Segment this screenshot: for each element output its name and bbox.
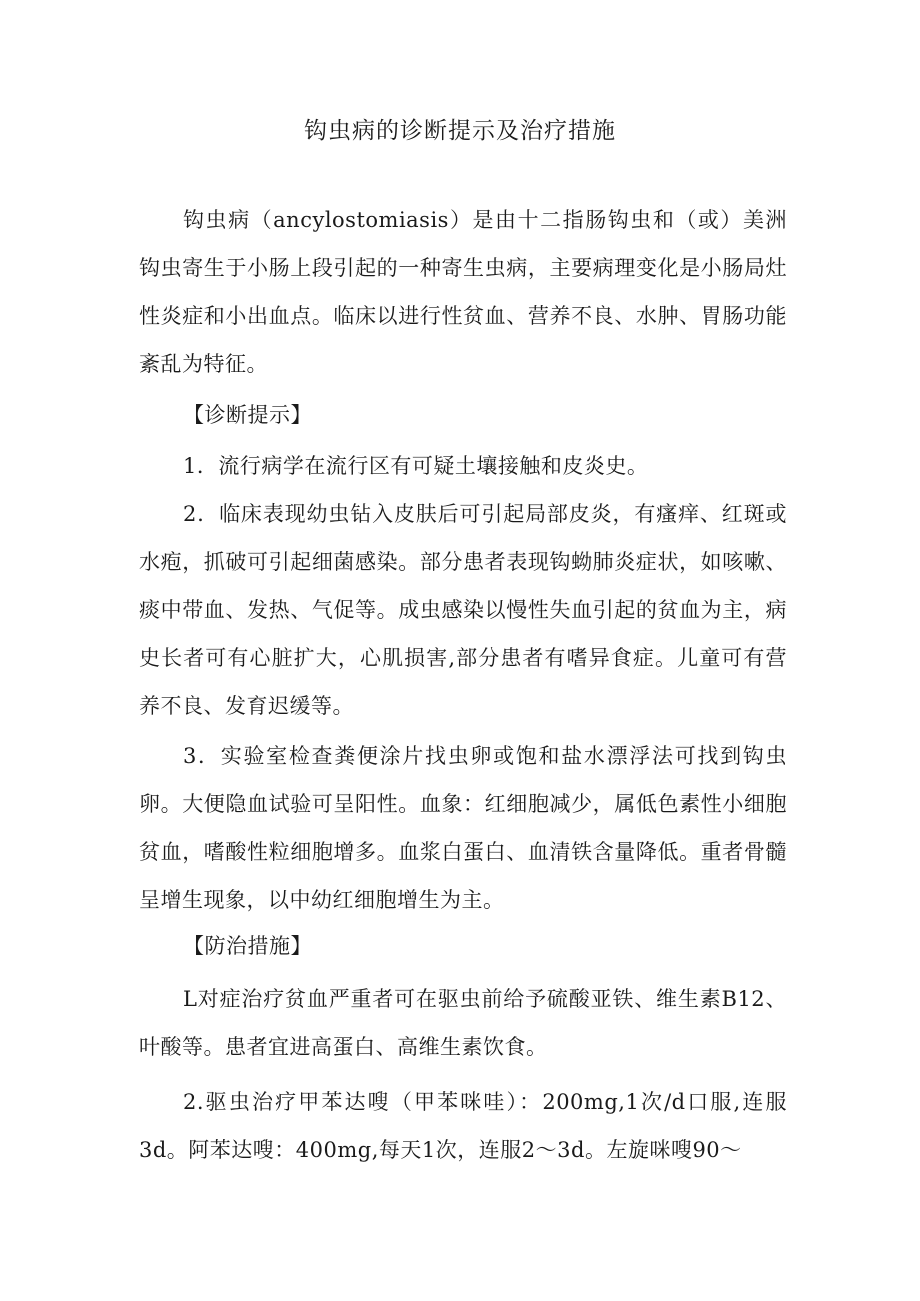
diagnosis-item-1: 1．流行病学在流行区有可疑土壤接触和皮炎史。 <box>183 454 649 478</box>
diagnosis-item-3: 3．实验室检查粪便涂片找虫卵或饱和盐水漂浮法可找到钩虫卵。大便隐血试验可呈阳性。血象：红细胞减少，属低色素性小细胞贫血，嗜酸性粒细胞增多。血浆白蛋白、血清铁含量降低。重者骨髓呈增生现象，以中幼红细胞增生为主。 <box>139 744 787 912</box>
intro-paragraph: 钩虫病（ancylostomiasis）是由十二指肠钩虫和（或）美洲钩虫寄生于小肠上段引起的一种寄生虫病，主要病理变化是小肠局灶性炎症和小出血点。临床以进行性贫血、营养不良、水肿、胃肠功能紊乱为特征。 <box>139 208 787 376</box>
treatment-item-1: L对症治疗贫血严重者可在驱虫前给予硫酸亚铁、维生素B12、叶酸等。患者宜进高蛋白、高维生素饮食。 <box>139 987 787 1059</box>
treatment-heading: 【防治措施】 <box>183 934 312 958</box>
diagnosis-heading: 【诊断提示】 <box>183 403 312 427</box>
document-title: 钩虫病的诊断提示及治疗措施 <box>304 118 616 144</box>
treatment-item-2: 2.驱虫治疗甲苯达嗖（甲苯咪哇）：200mg,1次/d口服,连服3d。阿苯达嗖：400mg,每天1次，连服2～3d。左旋咪嗖90～ <box>139 1090 787 1162</box>
diagnosis-item-2: 2．临床表现幼虫钻入皮肤后可引起局部皮炎，有瘙痒、红斑或水疱，抓破可引起细菌感染。部分患者表现钩蚴肺炎症状，如咳嗽、痰中带血、发热、气促等。成虫感染以慢性失血引起的贫血为主，病史长者可有心脏扩大，心肌损害,部分患者有嗜异食症。儿童可有营养不良、发育迟缓等。 <box>139 502 787 718</box>
